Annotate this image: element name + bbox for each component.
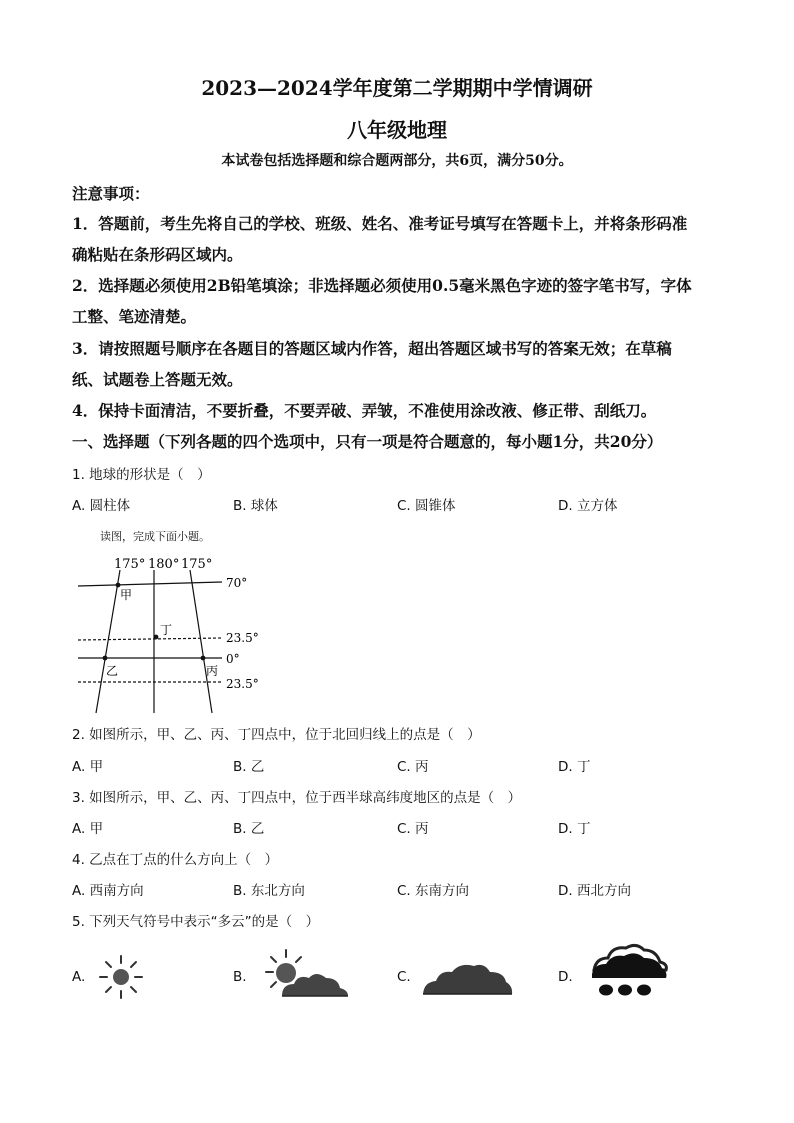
q2-option-a: A. 甲	[72, 759, 104, 775]
exam-subject: 八年级地理	[347, 118, 447, 142]
lat-label-0: 0°	[226, 652, 240, 666]
q5-option-d: D.	[558, 969, 573, 985]
q2-option-b: B. 乙	[233, 759, 265, 775]
lon-label-1: 175°	[114, 557, 146, 572]
q5-stem: 5. 下列天气符号中表示“多云”的是（ ）	[72, 914, 320, 930]
q1-stem: 1. 地球的形状是（ ）	[72, 467, 211, 483]
q5-option-b: B.	[233, 969, 247, 985]
meridian-175-east	[96, 570, 120, 713]
figure-intro: 读图，完成下面小题。	[100, 530, 210, 543]
point-bing	[201, 656, 206, 661]
q1-option-d: D. 立方体	[558, 498, 618, 514]
lat-label-23s: 23.5°	[226, 677, 259, 691]
q4-option-c: C. 东南方向	[397, 883, 470, 899]
partly-cloudy-icon	[254, 946, 354, 1006]
point-yi	[103, 656, 108, 661]
note-line-2: 确粘贴在条形码区域内。	[72, 245, 243, 264]
lat-label-70: 70°	[226, 576, 248, 590]
point-jia	[116, 583, 121, 588]
meridian-175-west	[190, 570, 212, 713]
q3-option-a: A. 甲	[72, 821, 104, 837]
note-line-7: 4．保持卡面清洁，不要折叠，不要弄破、弄皱，不准使用涂改液、修正带、刮纸刀。	[72, 401, 657, 420]
label-ding: 丁	[160, 623, 173, 637]
lon-label-3: 175°	[181, 557, 213, 572]
exam-info: 本试卷包括选择题和综合题两部分，共6页，满分50分。	[221, 153, 573, 169]
q4-option-d: D. 西北方向	[558, 883, 631, 899]
q4-option-a: A. 西南方向	[72, 883, 144, 899]
note-line-3: 2．选择题必须使用2B铅笔填涂；非选择题必须使用0.5毫米黑色字迹的签字笔书写，字体	[72, 276, 692, 295]
label-jia: 甲	[120, 588, 133, 602]
q5-option-c: C.	[397, 969, 411, 985]
parallel-70	[78, 582, 222, 586]
note-line-1: 1．答题前，考生先将自己的学校、班级、姓名、准考证号填写在答题卡上，并将条形码准	[72, 214, 688, 233]
note-line-4: 工整、笔迹清楚。	[72, 307, 197, 326]
note-line-6: 纸、试题卷上答题无效。	[72, 370, 243, 389]
q2-option-c: C. 丙	[397, 759, 429, 775]
q5-option-a: A.	[72, 969, 86, 985]
q1-option-a: A. 圆柱体	[72, 498, 131, 514]
q2-option-d: D. 丁	[558, 759, 591, 775]
graticule-map	[72, 548, 272, 716]
section-heading: 一、选择题（下列各题的四个选项中，只有一项是符合题意的，每小题1分，共20分）	[72, 432, 663, 451]
sleet-icon	[584, 940, 674, 1002]
exam-title: 2023—2024学年度第二学期期中学情调研	[201, 76, 593, 100]
lat-label-23n: 23.5°	[226, 631, 259, 645]
overcast-icon	[420, 956, 514, 998]
point-ding	[154, 635, 159, 640]
lon-label-2: 180°	[148, 557, 180, 572]
q2-stem: 2. 如图所示，甲、乙、丙、丁四点中，位于北回归线上的点是（ ）	[72, 727, 481, 743]
q4-option-b: B. 东北方向	[233, 883, 305, 899]
notes-heading: 注意事项：	[72, 184, 150, 203]
q3-option-b: B. 乙	[233, 821, 265, 837]
q1-option-b: B. 球体	[233, 498, 278, 514]
label-yi: 乙	[106, 664, 119, 678]
q1-option-c: C. 圆锥体	[397, 498, 456, 514]
label-bing: 丙	[206, 664, 219, 678]
q3-option-c: C. 丙	[397, 821, 429, 837]
q4-stem: 4. 乙点在丁点的什么方向上（ ）	[72, 852, 279, 868]
note-line-5: 3．请按照题号顺序在各题目的答题区域内作答，超出答题区域书写的答案无效；在草稿	[72, 339, 672, 358]
q3-stem: 3. 如图所示，甲、乙、丙、丁四点中，位于西半球高纬度地区的点是（ ）	[72, 790, 522, 806]
q3-option-d: D. 丁	[558, 821, 591, 837]
sun-icon	[96, 952, 146, 1002]
